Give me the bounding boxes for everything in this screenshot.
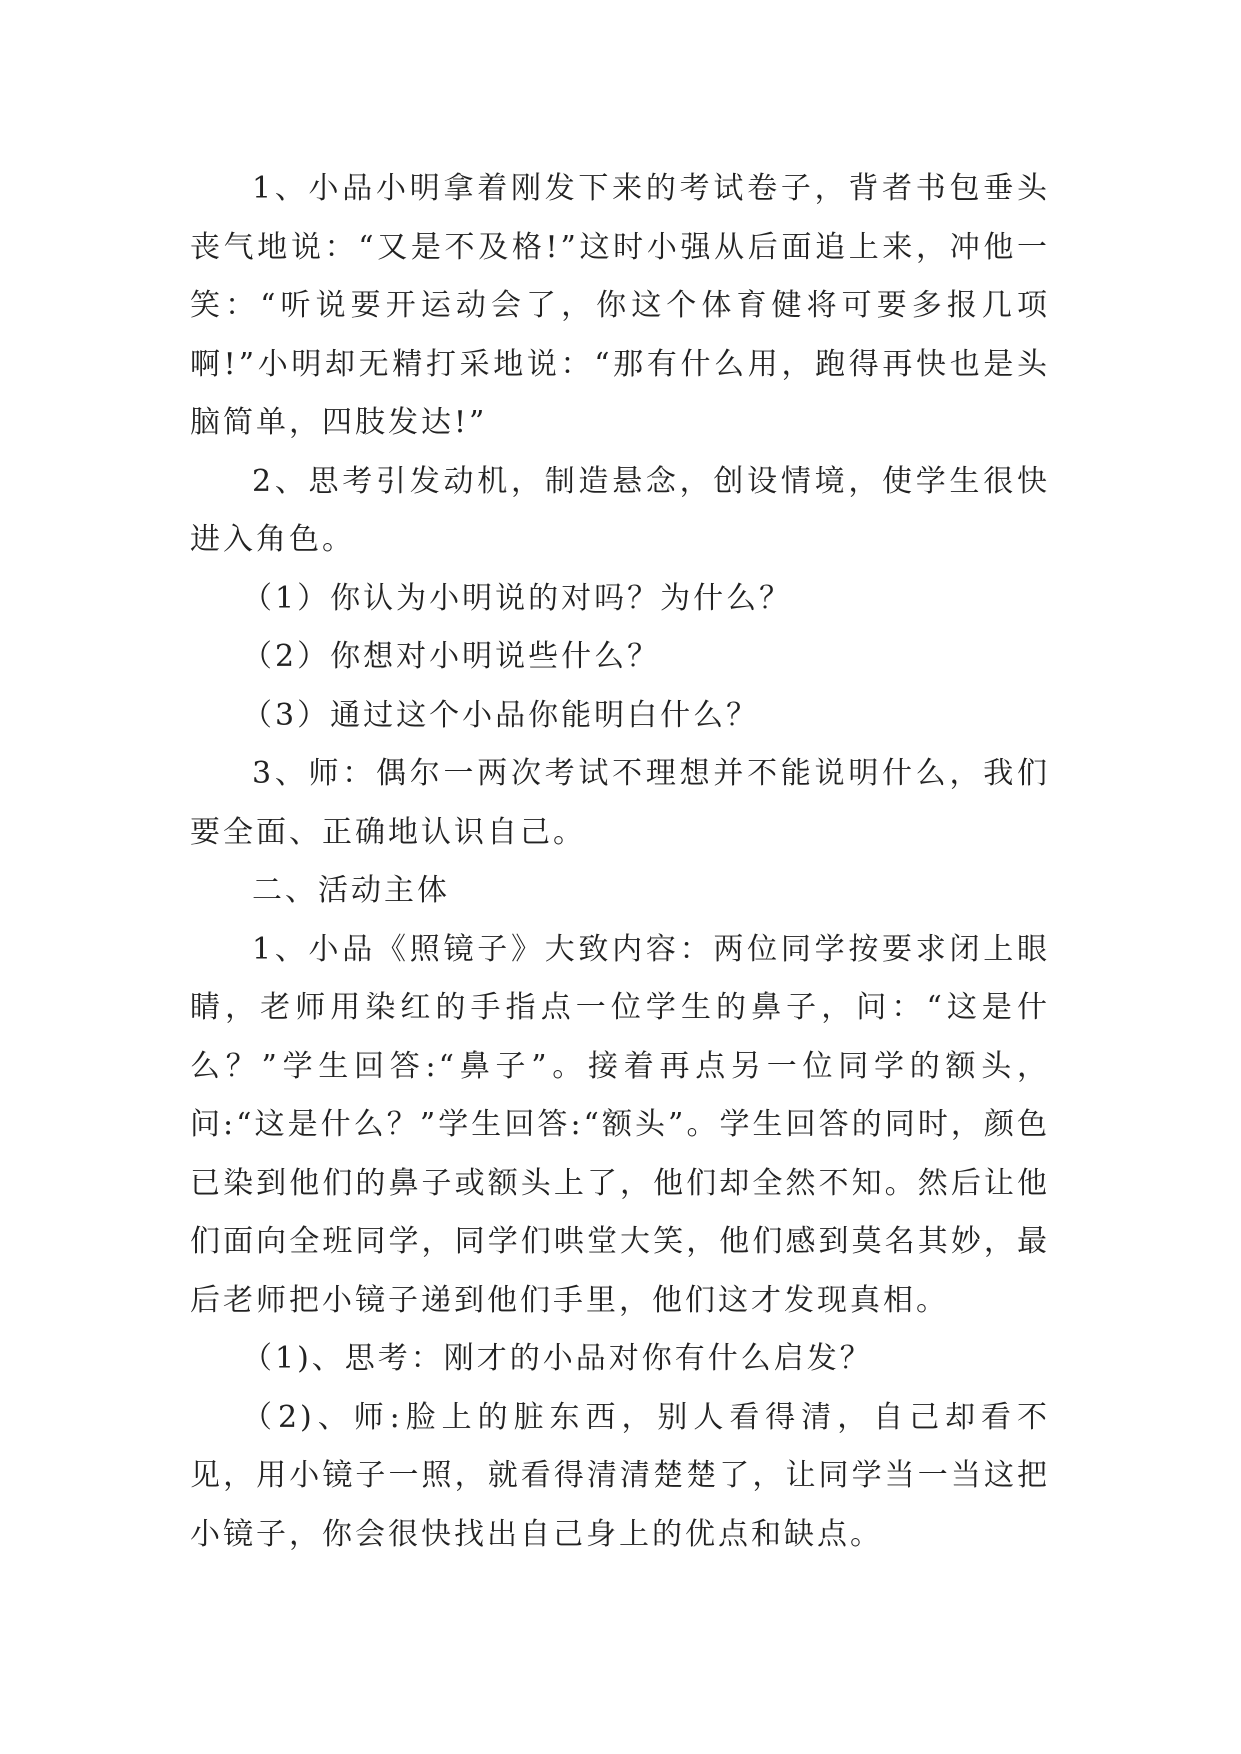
paragraph-teacher-summary: 3、师：偶尔一两次考试不理想并不能说明什么，我们要全面、正确地认识自己。: [190, 756, 1050, 850]
paragraph-skit-description: 1、小品小明拿着刚发下来的考试卷子，背者书包垂头丧气地说：“又是不及格!”这时小强从后面追上来，冲他一笑：“听说要开运动会了，你这个体育健将可要多报几项啊!”小明却无精打采地说：“那有什么用，跑得再快也是头脑简单，四肢发达!”: [190, 171, 1050, 440]
section-heading-activity: 二、活动主体: [252, 873, 450, 908]
paragraph-teacher-conclusion: （2)、师:脸上的脏东西，别人看得清，自己却看不见，用小镜子一照，就看得清清楚楚了，让同学当一当这把小镜子，你会很快找出自己身上的优点和缺点。: [190, 1399, 1050, 1552]
question-2: （2）你想对小明说些什么？: [242, 639, 661, 674]
question-1: （1）你认为小明说的对吗？为什么？: [242, 580, 793, 616]
document-body: [190, 160, 1050, 1564]
paragraph-motivation: 2、思考引发动机，制造悬念，创设情境，使学生很快进入角色。: [190, 463, 1050, 557]
paragraph-mirror-skit: 1、小品《照镜子》大致内容：两位同学按要求闭上眼睛，老师用染红的手指点一位学生的鼻子，问：“这是什么？”学生回答:“鼻子”。接着再点另一位同学的额头，问:“这是什么？”学生回答:“额头”。学生回答的同时，颜色已染到他们的鼻子或额头上了，他们却全然不知。然后让他们面向全班同学，同学们哄堂大笑，他们感到莫名其妙，最后老师把小镜子递到他们手里，他们这才发现真相。: [190, 931, 1050, 1318]
question-3: （3）通过这个小品你能明白什么？: [242, 697, 760, 733]
reflection-question: （1)、思考：刚才的小品对你有什么启发？: [242, 1341, 873, 1376]
